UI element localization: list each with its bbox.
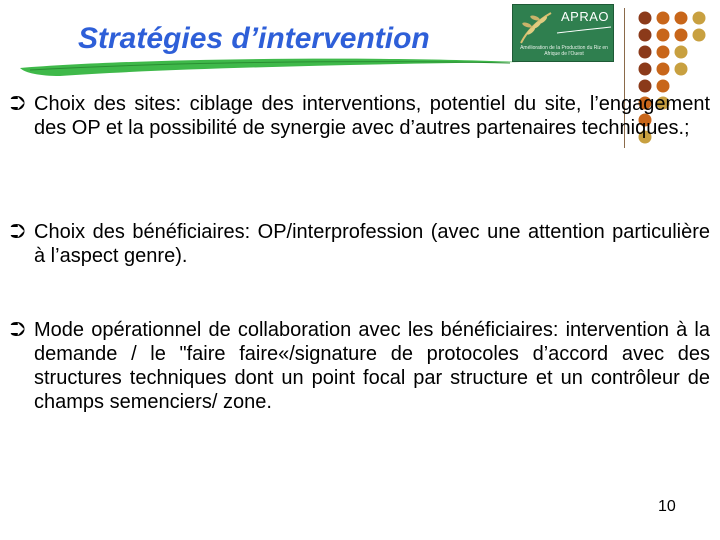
aprao-logo xyxy=(512,4,614,62)
decorative-dot xyxy=(657,46,670,59)
decorative-dot xyxy=(639,29,652,42)
decorative-dot xyxy=(675,12,688,25)
arrow-bullet-icon: ⮊ xyxy=(10,221,26,243)
bullet-text: Choix des bénéficiaires: OP/interprofession (avec une attention particulière à l’aspect genre). xyxy=(34,221,710,267)
decorative-dot xyxy=(693,29,706,42)
logo-tagline: Amélioration de la Production du Riz en Afrique de l'Ouest xyxy=(520,45,608,57)
bullet-item xyxy=(10,220,710,268)
decorative-dot xyxy=(639,63,652,76)
decorative-dot xyxy=(675,46,688,59)
bullet-item xyxy=(10,92,710,140)
decorative-dot xyxy=(657,12,670,25)
decorative-dot xyxy=(639,80,652,93)
slide-title: Stratégies d’intervention xyxy=(78,22,430,55)
decorative-dot xyxy=(657,80,670,93)
decorative-dot xyxy=(693,12,706,25)
decorative-dot xyxy=(639,12,652,25)
bullet-text: Mode opérationnel de collaboration avec les bénéficiaires: intervention à la demande / le "faire faire«/signature de protocoles d’accord avec des structures techniques dont un point focal par structure et un contrôleur de champs semenciers/ zone. xyxy=(34,319,710,413)
page-number: 10 xyxy=(658,498,676,515)
decorative-dot xyxy=(675,29,688,42)
arrow-bullet-icon: ⮊ xyxy=(10,319,26,341)
logo-name: APRAO xyxy=(561,9,610,24)
decorative-dot xyxy=(657,63,670,76)
decorative-dot xyxy=(639,46,652,59)
bullet-text: Choix des sites: ciblage des interventions, potentiel du site, l’engagement des OP et la possibilité de synergie avec d’autres partenaires techniques.; xyxy=(34,93,710,139)
title-swoosh-underline xyxy=(20,56,520,78)
bullet-item xyxy=(10,318,710,414)
decorative-dot xyxy=(657,29,670,42)
decorative-dot xyxy=(675,63,688,76)
arrow-bullet-icon: ⮊ xyxy=(10,93,26,115)
